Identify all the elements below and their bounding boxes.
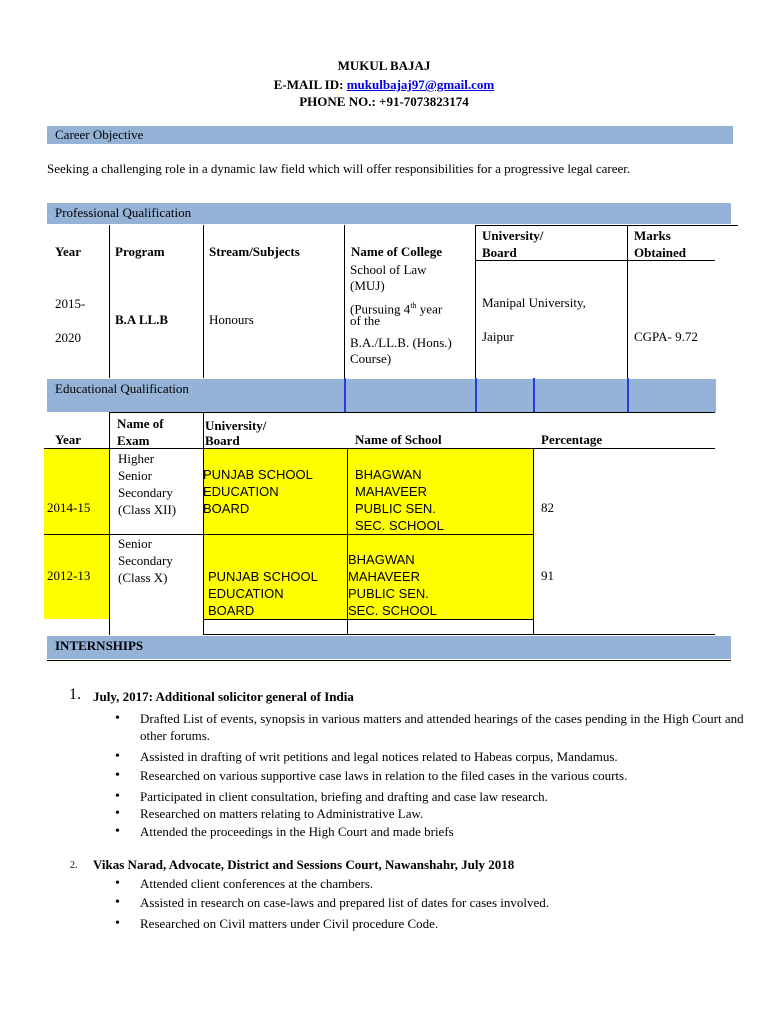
internships-heading: INTERNSHIPS — [55, 638, 144, 653]
career-objective-text: Seeking a challenging role in a dynamic law field which will offer responsibilities for a progressive legal career. — [47, 161, 631, 176]
internship-number: 1. — [69, 686, 81, 703]
list-item: • Attended the proceedings in the High Court and made briefs — [115, 823, 745, 840]
header-university: University/ Board — [482, 228, 544, 260]
header-stream: Stream/Subjects — [209, 244, 300, 259]
table-border — [627, 225, 628, 378]
email-link[interactable]: mukulbajaj97@gmail.com — [346, 77, 495, 92]
internship-duties — [115, 875, 745, 932]
list-item: • Researched on Civil matters under Civil procedure Code. — [115, 915, 745, 932]
list-item: • Attended client conferences at the chambers. — [115, 875, 745, 892]
table-border — [203, 225, 204, 378]
list-item: • Assisted in drafting of writ petitions and legal notices related to Habeas corpus, Mandamus. — [115, 748, 745, 765]
header-year: Year — [55, 244, 81, 259]
row-university-name: Manipal University, — [482, 295, 586, 310]
list-item: • Researched on various supportive case laws in relation to the filed cases in the various courts. — [115, 767, 745, 784]
internship-title: July, 2017: Additional solicitor general of India — [93, 689, 354, 704]
professional-qualification-heading: Professional Qualification — [55, 205, 192, 220]
row-year: 2015- 2020 — [55, 296, 86, 345]
email-label: E-MAIL ID: — [273, 77, 344, 92]
table-border — [203, 412, 204, 635]
table-border — [627, 378, 629, 412]
highlight — [44, 448, 110, 534]
row-university-city: Jaipur — [482, 329, 514, 344]
row-marks: CGPA- 9.72 — [634, 329, 698, 344]
row-college-of-the: of the — [350, 313, 380, 328]
table-border — [344, 378, 346, 412]
table-border — [109, 412, 715, 413]
row-program: B.A LL.B — [115, 312, 169, 327]
row-year: 2012-13 — [47, 568, 91, 583]
list-item: • Researched on matters relating to Administrative Law. — [115, 805, 745, 822]
row-exam: Higher Senior Secondary (Class XII) — [118, 451, 177, 517]
row-school: BHAGWAN MAHAVEER PUBLIC SEN. SEC. SCHOOL — [355, 467, 444, 533]
row-percentage: 82 — [541, 500, 554, 515]
internship-number: 2. — [70, 860, 78, 871]
header-percentage: Percentage — [541, 432, 603, 447]
row-college-course: B.A./LL.B. (Hons.) Course) — [350, 335, 452, 366]
row-college-name: School of Law (MUJ) — [350, 262, 427, 293]
table-border — [533, 448, 534, 635]
header-program: Program — [115, 244, 165, 259]
internship-title: Vikas Narad, Advocate, District and Sessions Court, Nawanshahr, July 2018 — [93, 857, 515, 872]
phone-line — [0, 94, 768, 110]
header-college: Name of College — [351, 244, 442, 259]
header-school: Name of School — [355, 432, 442, 447]
row-college-pursuing: (Pursuing 4th year — [350, 301, 443, 317]
list-item: • Participated in client consultation, briefing and drafting and case law research. — [115, 788, 745, 805]
table-border — [475, 225, 738, 226]
phone-number: +91-7073823174 — [379, 94, 469, 109]
table-border — [533, 378, 535, 412]
educational-qualification-heading: Educational Qualification — [55, 381, 189, 396]
internships-bar — [47, 636, 731, 659]
candidate-name: MUKUL BAJAJ — [337, 58, 431, 73]
table-border — [109, 412, 110, 635]
table-border — [475, 225, 476, 378]
list-item: • Assisted in research on case-laws and prepared list of dates for cases involved. — [115, 894, 745, 911]
list-item: • Drafted List of events, synopsis in various matters and attended hearings of the cases pending in the High Court and other forums. — [115, 710, 745, 744]
row-percentage: 91 — [541, 568, 554, 583]
career-objective-bar — [47, 126, 733, 144]
table-border — [475, 378, 477, 412]
row-year: 2014-15 — [47, 500, 91, 515]
internship-duties — [115, 710, 745, 840]
header-year: Year — [55, 432, 81, 447]
phone-label: PHONE NO.: — [299, 94, 376, 109]
header-board: University/ Board — [205, 418, 267, 448]
table-border — [109, 225, 110, 378]
row-school: BHAGWAN MAHAVEER PUBLIC SEN. SEC. SCHOOL — [348, 552, 437, 618]
row-exam: Senior Secondary (Class X) — [118, 536, 173, 585]
header-exam: Name of Exam — [117, 416, 164, 448]
table-border — [203, 634, 715, 635]
divider — [47, 660, 731, 661]
table-border — [203, 619, 533, 620]
career-objective-heading: Career Objective — [55, 127, 144, 142]
row-board: PUNJAB SCHOOL EDUCATION BOARD — [203, 467, 313, 516]
row-board: PUNJAB SCHOOL EDUCATION BOARD — [208, 569, 318, 618]
header-marks: Marks Obtained — [634, 228, 687, 260]
table-border — [344, 225, 345, 378]
email-line — [0, 77, 768, 93]
row-stream: Honours — [209, 312, 254, 327]
